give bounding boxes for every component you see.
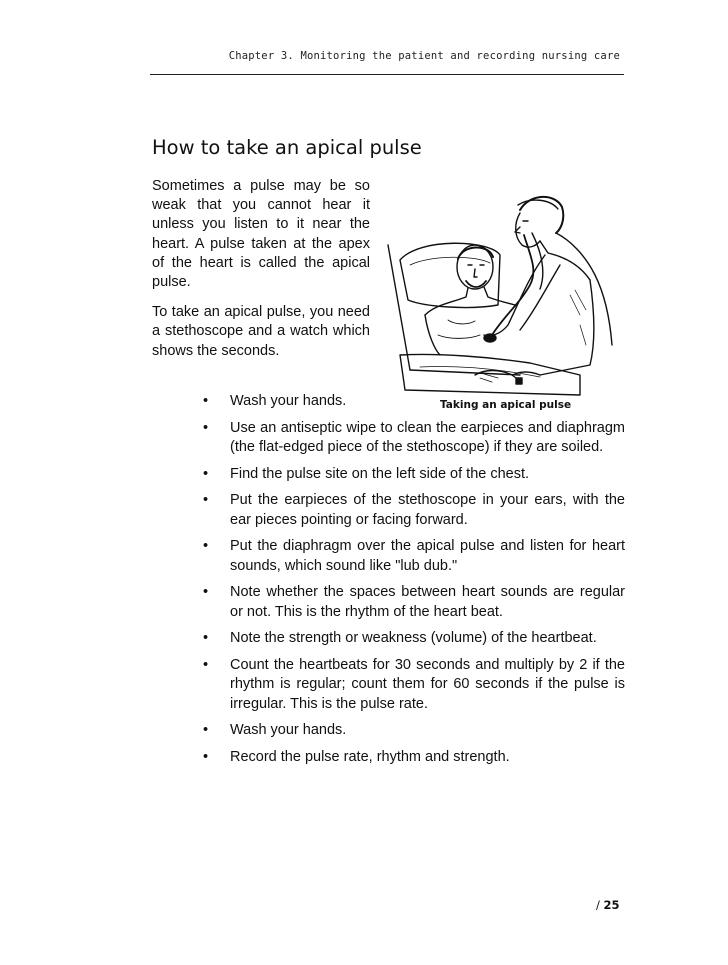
intro-paragraph-2: To take an apical pulse, you need a stethoscope and a watch which shows the seconds. <box>152 304 370 359</box>
running-head: Chapter 3. Monitoring the patient and recording nursing care <box>228 50 620 62</box>
bullet: • <box>203 492 209 508</box>
step-text: Count the heartbeats for 30 seconds and multiply by 2 if the rhythm is regular; count them for 60 seconds if the pulse is irregular. This is the pulse rate. <box>230 656 625 712</box>
list-item <box>200 491 625 530</box>
bullet: • <box>203 722 209 738</box>
list-item <box>200 721 625 741</box>
list-item <box>200 656 625 715</box>
bullet: • <box>203 393 209 409</box>
step-text: Find the pulse site on the left side of the chest. <box>230 465 530 482</box>
section-title: How to take an apical pulse <box>152 136 422 159</box>
list-item <box>200 537 625 576</box>
list-item <box>200 392 625 412</box>
step-text: Record the pulse rate, rhythm and strength. <box>230 748 510 765</box>
bullet: • <box>203 748 209 765</box>
step-text: Wash your hands. <box>230 722 347 738</box>
page-number-prefix: / <box>596 898 604 912</box>
list-item <box>200 419 625 458</box>
bullet: • <box>203 538 209 554</box>
bullet: • <box>203 584 209 600</box>
bullet: • <box>203 656 209 673</box>
list-item <box>200 583 625 622</box>
step-text: Wash your hands. <box>230 393 347 409</box>
step-text: Put the diaphragm over the apical pulse and listen for heart sounds, which sound like "lub dub." <box>230 538 625 574</box>
bullet: • <box>203 419 209 436</box>
procedure-steps <box>200 392 625 774</box>
page-number <box>596 898 620 912</box>
step-text: Note the strength or weakness (volume) of the heartbeat. <box>230 630 597 646</box>
figure-caption: Taking an apical pulse <box>440 399 572 411</box>
header-rule <box>150 74 624 75</box>
step-text: Use an antiseptic wipe to clean the earpieces and diaphragm (the flat-edged piece of the stethoscope) if they are soiled. <box>230 419 625 455</box>
apical-pulse-illustration <box>380 185 630 400</box>
step-text: Note whether the spaces between heart sounds are regular or not. This is the rhythm of the heart beat. <box>230 584 625 620</box>
intro-paragraph-1: Sometimes a pulse may be so weak that you cannot hear it unless you listen to it near the heart. A pulse taken at the apex of the heart is called the apical pulse. <box>152 178 370 291</box>
page-number-value: 25 <box>603 898 620 912</box>
bullet: • <box>203 630 209 646</box>
nurse-stethoscope-icon <box>380 185 630 400</box>
bullet: • <box>203 465 209 482</box>
step-text: Put the earpieces of the stethoscope in your ears, with the ear pieces pointing or facing forward. <box>230 492 625 528</box>
list-item <box>200 629 625 649</box>
list-item <box>200 465 625 485</box>
list-item <box>200 748 625 768</box>
intro-text <box>152 177 370 372</box>
